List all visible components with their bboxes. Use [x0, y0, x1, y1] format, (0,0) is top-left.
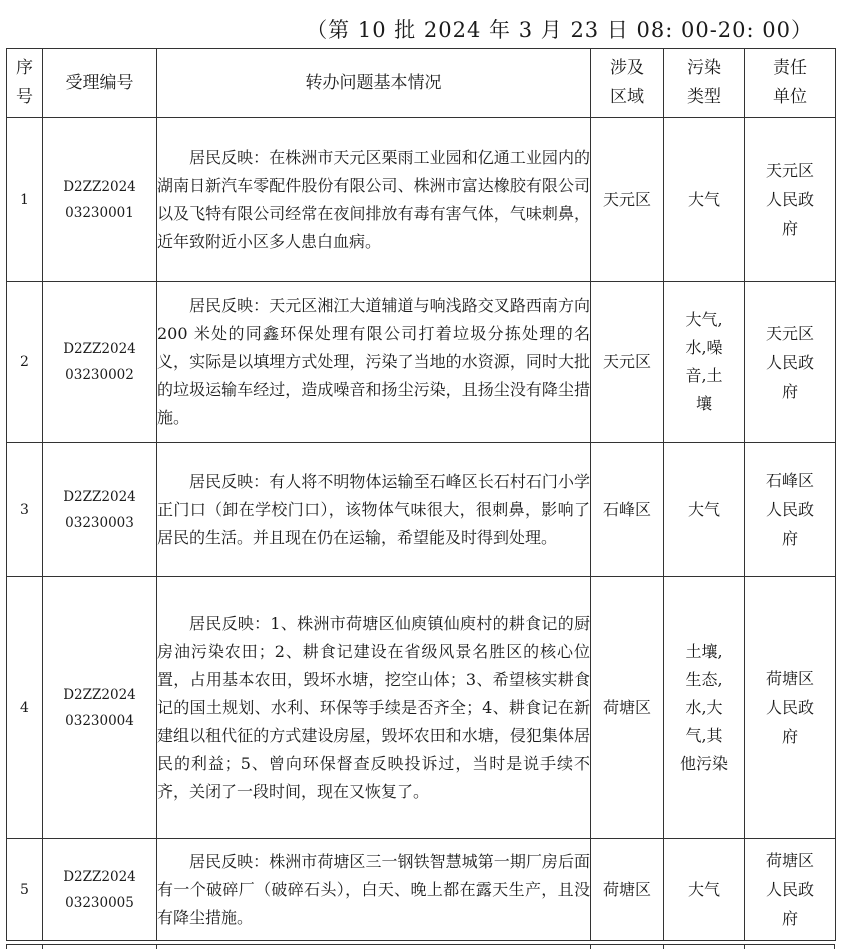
- id-line-2: 03230001: [65, 204, 134, 221]
- header-id: 受理编号: [43, 49, 157, 118]
- header-seq: 序号: [7, 49, 43, 118]
- id-line-2: 03230004: [65, 712, 134, 729]
- header-desc: 转办问题基本情况: [157, 49, 591, 118]
- header-area: 涉及区域: [591, 49, 664, 118]
- cell-id: [43, 118, 157, 282]
- id-line-1: D2ZZ2024: [63, 686, 136, 703]
- id-line-1: D2ZZ2024: [63, 178, 136, 195]
- batch-info-header: （第 10 批 2024 年 3 月 23 日 08: 00-20: 00）: [306, 18, 813, 42]
- cell-ptype: 土壤,生态,水,大气,其他污染: [664, 577, 745, 839]
- table-header-row: [7, 49, 836, 118]
- cell-seq: 3: [7, 443, 43, 577]
- cell-ptype: 大气: [664, 443, 745, 577]
- cell-area: 天元区: [591, 282, 664, 443]
- id-line-1: D2ZZ2024: [63, 488, 136, 505]
- cell-area: 荷塘区: [591, 577, 664, 839]
- cell-desc: 居民反映：株洲市荷塘区三一钢铁智慧城第一期厂房后面有一个破碎厂（破碎石头），白天、晚上都在露天生产，且没有降尘措施。: [157, 839, 591, 941]
- cell-seq: 1: [7, 118, 43, 282]
- cell-id: [43, 443, 157, 577]
- cell-dept: 荷塘区人民政府: [745, 839, 836, 941]
- cell-seq: 4: [7, 577, 43, 839]
- cell-desc: 居民反映：1、株洲市荷塘区仙庾镇仙庾村的耕食记的厨房油污染农田；2、耕食记建设在省级风景名胜区的核心位置，占用基本农田，毁坏水塘，挖空山体；3、希望核实耕食记的国土规划、水利、环保等手续是否齐全；4、耕食记在新建组以租代征的方式建设房屋，毁坏农田和水塘，侵犯集体居民的利益；5、曾向环保督查反映投诉过，当时是说手续不齐，关闭了一段时间，现在又恢复了。: [157, 577, 591, 839]
- cell-desc: 居民反映：有人将不明物体运输至石峰区长石村石门小学正门口（卸在学校门口），该物体气味很大，很刺鼻，影响了居民的生活。并且现在仍在运输，希望能及时得到处理。: [157, 443, 591, 577]
- id-line-2: 03230003: [65, 514, 134, 531]
- cell-desc: 居民反映：天元区湘江大道辅道与响浅路交叉路西南方向 200 米处的同鑫环保处理有限公司打着垃圾分拣处理的名义，实际是以填埋方式处理，污染了当地的水资源，同时大批的垃圾运输车经过，造成噪音和扬尘污染，且扬尘没有降尘措施。: [157, 282, 591, 443]
- cell-area: 石峰区: [591, 443, 664, 577]
- id-line-1: D2ZZ2024: [63, 341, 136, 357]
- cell-ptype: 大气: [664, 839, 745, 941]
- complaint-table: [6, 48, 836, 941]
- next-row-edge: [6, 944, 835, 949]
- id-line-2: 03230005: [65, 894, 134, 911]
- cell-id: [43, 839, 157, 941]
- cell-id: [43, 577, 157, 839]
- header-ptype: 污染类型: [664, 49, 745, 118]
- table-row: [7, 443, 836, 577]
- cell-dept: 石峰区人民政府: [745, 443, 836, 577]
- cell-seq: 5: [7, 839, 43, 941]
- table-row: [7, 282, 836, 443]
- table-row: [7, 839, 836, 941]
- cell-desc: 居民反映：在株洲市天元区栗雨工业园和亿通工业园内的湖南日新汽车零配件股份有限公司、株洲市富达橡胶有限公司以及飞特有限公司经常在夜间排放有毒有害气体，气味刺鼻，近年致附近小区多人患白血病。: [157, 118, 591, 282]
- cell-dept: 天元区人民政府: [745, 118, 836, 282]
- id-line-1: D2ZZ2024: [63, 868, 136, 885]
- cell-ptype: 大气,水,噪音,土壤: [664, 282, 745, 443]
- id-line-2: 03230002: [65, 367, 134, 383]
- cell-area: 荷塘区: [591, 839, 664, 941]
- table-row: [7, 118, 836, 282]
- cell-id: [43, 282, 157, 443]
- table-row: [7, 577, 836, 839]
- header-dept: 责任单位: [745, 49, 836, 118]
- cell-dept: 天元区人民政府: [745, 282, 836, 443]
- cell-seq: 2: [7, 282, 43, 443]
- cell-dept: 荷塘区人民政府: [745, 577, 836, 839]
- cell-area: 天元区: [591, 118, 664, 282]
- cell-ptype: 大气: [664, 118, 745, 282]
